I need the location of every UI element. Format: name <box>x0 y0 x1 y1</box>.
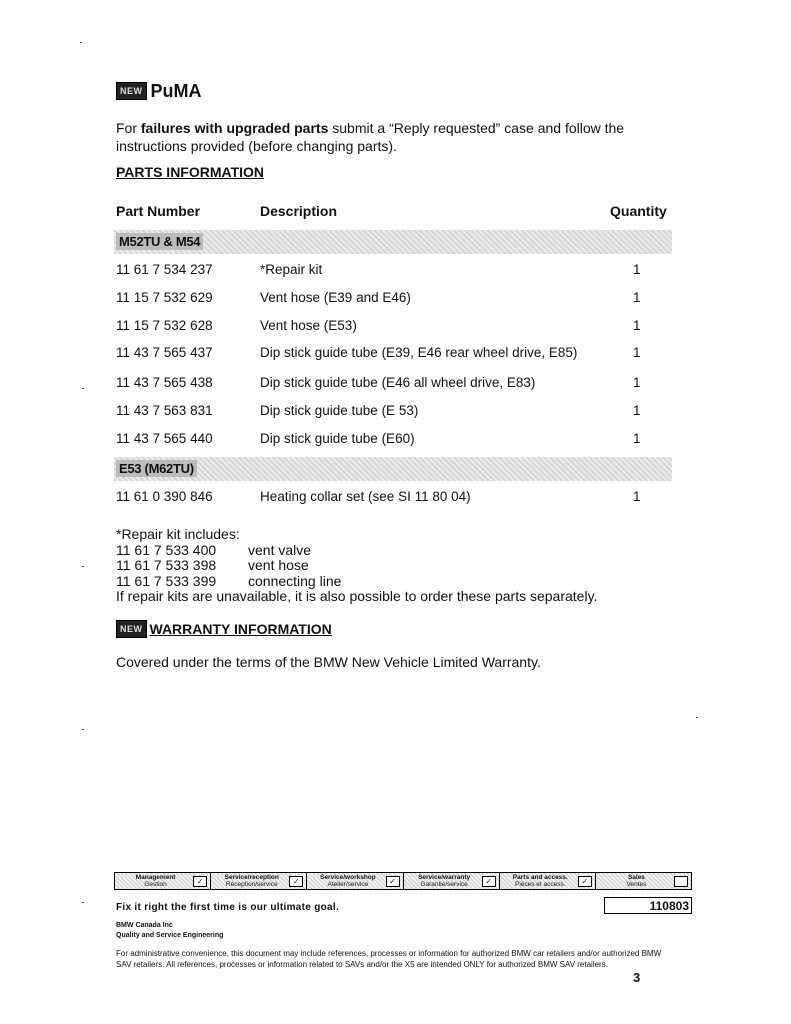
list-item <box>116 574 716 590</box>
company-name: BMW Canada Inc <box>116 922 173 929</box>
distribution-label: Service/reception <box>224 874 279 881</box>
footer-disclaimer: For administrative convenience, this document may include references, processes or information for authorized BMW car retailers and/or authorized BMW SAV retailers. All references, processes or information related to SAVs and/or the X5 are intended ONLY for authorized BMW SAV retailers. <box>116 949 662 969</box>
repair-kit-heading: *Repair kit includes: <box>116 526 240 542</box>
warranty-heading <box>116 620 332 638</box>
description-cell: Heating collar set (see SI 11 80 04) <box>260 489 471 504</box>
quantity-cell: 1 <box>633 431 641 446</box>
quantity-cell: 1 <box>633 375 641 390</box>
list-item <box>116 543 716 559</box>
part-number-cell: 11 15 7 532 629 <box>116 290 213 305</box>
quantity-cell: 1 <box>633 262 641 277</box>
quantity-cell: 1 <box>633 489 641 504</box>
part-number-cell: 11 43 7 565 437 <box>116 345 213 360</box>
distribution-cell-sales <box>596 873 691 889</box>
column-header-part-number: Part Number <box>116 203 201 219</box>
repair-kit-contents <box>116 527 716 605</box>
description-cell: Dip stick guide tube (E46 all wheel drive, E83) <box>260 375 536 390</box>
distribution-checkbox: ✓ <box>482 876 496 887</box>
part-number-cell: 11 43 7 565 440 <box>116 431 213 446</box>
distribution-cell-service-warranty <box>404 873 500 889</box>
table-row <box>0 262 791 282</box>
distribution-label: Management <box>135 874 176 881</box>
distribution-cell-service-workshop <box>307 873 403 889</box>
kit-description: vent hose <box>248 557 309 573</box>
table-row <box>0 403 791 423</box>
part-number-cell: 11 43 7 565 438 <box>116 375 213 390</box>
distribution-cell-management <box>115 873 211 889</box>
warranty-text: Covered under the terms of the BMW New Vehicle Limited Warranty. <box>116 654 541 670</box>
scan-speck <box>82 902 84 903</box>
intro-emphasis: failures with upgraded parts <box>140 120 329 136</box>
kit-part-number: 11 61 7 533 398 <box>116 557 217 573</box>
footer-slogan: Fix it right the first time is our ultimate goal. <box>116 902 340 913</box>
distribution-checkbox <box>674 876 688 887</box>
distribution-cell-service-reception <box>211 873 307 889</box>
scan-speck <box>80 42 82 43</box>
distribution-label: Parts and access. <box>512 874 568 881</box>
quantity-cell: 1 <box>633 403 641 418</box>
warranty-title: WARRANTY INFORMATION <box>149 621 332 638</box>
description-cell: Dip stick guide tube (E 53) <box>260 403 419 418</box>
distribution-label-fr: Garantie/service <box>420 881 468 888</box>
scan-speck <box>82 729 84 730</box>
table-row <box>0 345 791 365</box>
column-header-quantity: Quantity <box>610 203 667 219</box>
distribution-label-fr: Atelier/service <box>327 881 369 888</box>
group-band-m52tu-m54 <box>114 230 672 254</box>
kit-description: connecting line <box>248 572 342 589</box>
distribution-label: Sales <box>627 874 645 881</box>
kit-part-number: 11 61 7 533 399 <box>116 572 217 589</box>
distribution-checkbox: ✓ <box>386 876 400 887</box>
table-row <box>0 489 791 509</box>
table-row <box>0 318 791 338</box>
scan-speck <box>696 717 698 718</box>
new-badge: NEW <box>116 620 147 638</box>
part-number-cell: 11 43 7 563 831 <box>116 403 213 418</box>
department-name: Quality and Service Engineering <box>116 932 224 939</box>
kit-description: vent valve <box>248 541 312 558</box>
quantity-cell: 1 <box>633 345 641 360</box>
table-row <box>0 431 791 451</box>
repair-kit-note: If repair kits are unavailable, it is also possible to order these parts separately. <box>116 588 598 604</box>
distribution-label-fr: Gestion <box>144 881 167 888</box>
distribution-label: Service/warranty <box>418 874 471 881</box>
table-row <box>0 290 791 310</box>
parts-information-heading: PARTS INFORMATION <box>116 164 265 180</box>
description-cell: Vent hose (E53) <box>260 318 357 333</box>
distribution-label-fr: Pièces et access. <box>514 881 566 888</box>
list-item <box>116 558 716 574</box>
distribution-checkbox: ✓ <box>193 876 207 887</box>
part-number-cell: 11 61 0 390 846 <box>116 489 213 504</box>
new-badge: NEW <box>116 82 147 100</box>
description-cell: Dip stick guide tube (E39, E46 rear wheel drive, E85) <box>260 345 578 360</box>
distribution-label-fr: Réception/service <box>225 881 278 888</box>
column-header-description: Description <box>260 203 338 219</box>
intro-paragraph <box>116 119 686 155</box>
scan-speck <box>82 566 84 567</box>
group-label: E53 (M62TU) <box>116 460 197 477</box>
quantity-cell: 1 <box>633 290 641 305</box>
table-row <box>0 375 791 395</box>
document-number: 110803 <box>604 897 692 914</box>
intro-text-start: For <box>116 120 141 136</box>
group-label: M52TU & M54 <box>116 233 203 250</box>
intro-text-end: submit a “Reply requested” case and follow the instructions provided (before changing parts). <box>116 120 625 154</box>
part-number-cell: 11 61 7 534 237 <box>116 262 213 277</box>
puma-heading <box>116 80 202 102</box>
puma-title: PuMA <box>150 80 202 101</box>
description-cell: Dip stick guide tube (E60) <box>260 431 415 446</box>
distribution-label: Service/workshop <box>320 874 376 881</box>
distribution-cell-parts <box>500 873 596 889</box>
group-band-e53-m62tu <box>114 457 672 481</box>
distribution-checkbox: ✓ <box>289 876 303 887</box>
distribution-checkbox: ✓ <box>578 876 592 887</box>
distribution-bar <box>114 872 692 890</box>
distribution-label-fr: Ventes <box>626 881 647 888</box>
scan-speck <box>82 388 84 389</box>
description-cell: *Repair kit <box>260 262 323 277</box>
description-cell: Vent hose (E39 and E46) <box>260 290 411 305</box>
kit-part-number: 11 61 7 533 400 <box>116 541 217 558</box>
quantity-cell: 1 <box>633 318 641 333</box>
part-number-cell: 11 15 7 532 628 <box>116 318 213 333</box>
page-number: 3 <box>633 970 641 985</box>
